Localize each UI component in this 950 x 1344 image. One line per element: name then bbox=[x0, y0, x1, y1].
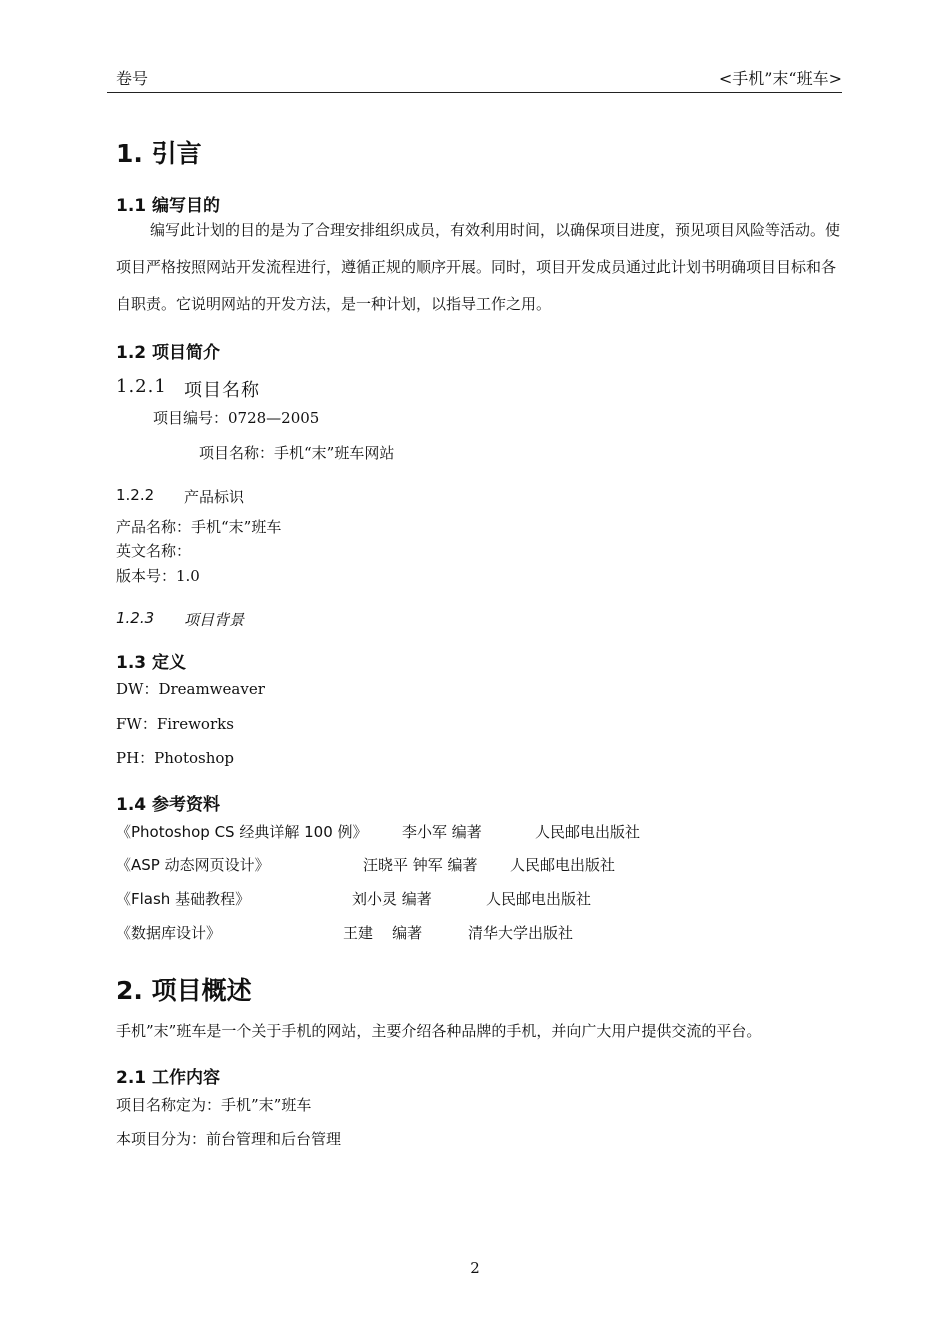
section-1-1-heading: 1.1 编写目的 bbox=[116, 196, 221, 216]
project-number: 项目编号：0728—2005 bbox=[153, 409, 320, 427]
reference-author: 李小军 编著 bbox=[402, 823, 482, 841]
reference-author: 王建 编著 bbox=[343, 924, 423, 942]
english-name: 英文名称： bbox=[116, 542, 192, 560]
definition-item: FW：Fireworks bbox=[116, 715, 234, 733]
reference-publisher: 清华大学出版社 bbox=[468, 924, 574, 942]
header-volume-label: 卷号 bbox=[116, 69, 149, 88]
section-2-intro: 手机”末”班车是一个关于手机的网站，主要介绍各种品牌的手机，并向广大用户提供交流的平台。 bbox=[116, 1022, 762, 1040]
header-doc-title: <手机”末“班车> bbox=[718, 69, 842, 88]
section-2-1-heading: 2.1 工作内容 bbox=[116, 1068, 221, 1088]
page-number: 2 bbox=[470, 1259, 480, 1277]
definition-item: PH：Photoshop bbox=[116, 749, 235, 767]
section-1-2-1-number: 1.2.1 bbox=[116, 376, 167, 397]
reference-publisher: 人民邮电出版社 bbox=[486, 890, 592, 908]
definition-item: DW：Dreamweaver bbox=[116, 680, 265, 698]
reference-author: 汪晓平 钟军 编著 bbox=[363, 856, 478, 874]
version-number: 版本号：1.0 bbox=[116, 567, 200, 585]
product-name: 产品名称：手机“末”班车 bbox=[116, 518, 282, 536]
reference-book: 《Photoshop CS 经典详解 100 例》 bbox=[116, 823, 368, 841]
header-rule bbox=[107, 92, 842, 93]
reference-book: 《数据库设计》 bbox=[116, 924, 222, 942]
work-content-line: 项目名称定为：手机”末”班车 bbox=[116, 1096, 312, 1114]
section-1-heading: 1. 引言 bbox=[116, 139, 202, 168]
section-1-2-1-title: 项目名称 bbox=[184, 380, 260, 401]
reference-book: 《ASP 动态网页设计》 bbox=[116, 856, 270, 874]
section-1-2-heading: 1.2 项目简介 bbox=[116, 343, 221, 363]
section-1-3-heading: 1.3 定义 bbox=[116, 653, 187, 673]
section-1-2-2-number: 1.2.2 bbox=[116, 486, 155, 504]
reference-publisher: 人民邮电出版社 bbox=[510, 856, 616, 874]
section-2-heading: 2. 项目概述 bbox=[116, 976, 252, 1005]
work-content-line: 本项目分为：前台管理和后台管理 bbox=[116, 1130, 342, 1148]
reference-book: 《Flash 基础教程》 bbox=[116, 890, 251, 908]
section-1-1-paragraph: 编写此计划的目的是为了合理安排组织成员，有效利用时间，以确保项目进度，预见项目风险等活动。使项目严格按照网站开发流程进行，遵循正规的顺序开展。同时，项目开发成员通过此计划书明确项目目标和各自职责。它说明网站的开发方法，是一种计划，以指导工作之用。 bbox=[116, 221, 841, 313]
section-1-2-3-title: 项目背景 bbox=[184, 611, 245, 629]
reference-publisher: 人民邮电出版社 bbox=[535, 823, 641, 841]
section-1-2-3-number: 1.2.3 bbox=[116, 609, 155, 627]
reference-author: 刘小灵 编著 bbox=[352, 890, 432, 908]
section-1-2-2-title: 产品标识 bbox=[184, 488, 245, 506]
section-1-4-heading: 1.4 参考资料 bbox=[116, 795, 221, 815]
project-name: 项目名称：手机“末”班车网站 bbox=[199, 444, 395, 462]
